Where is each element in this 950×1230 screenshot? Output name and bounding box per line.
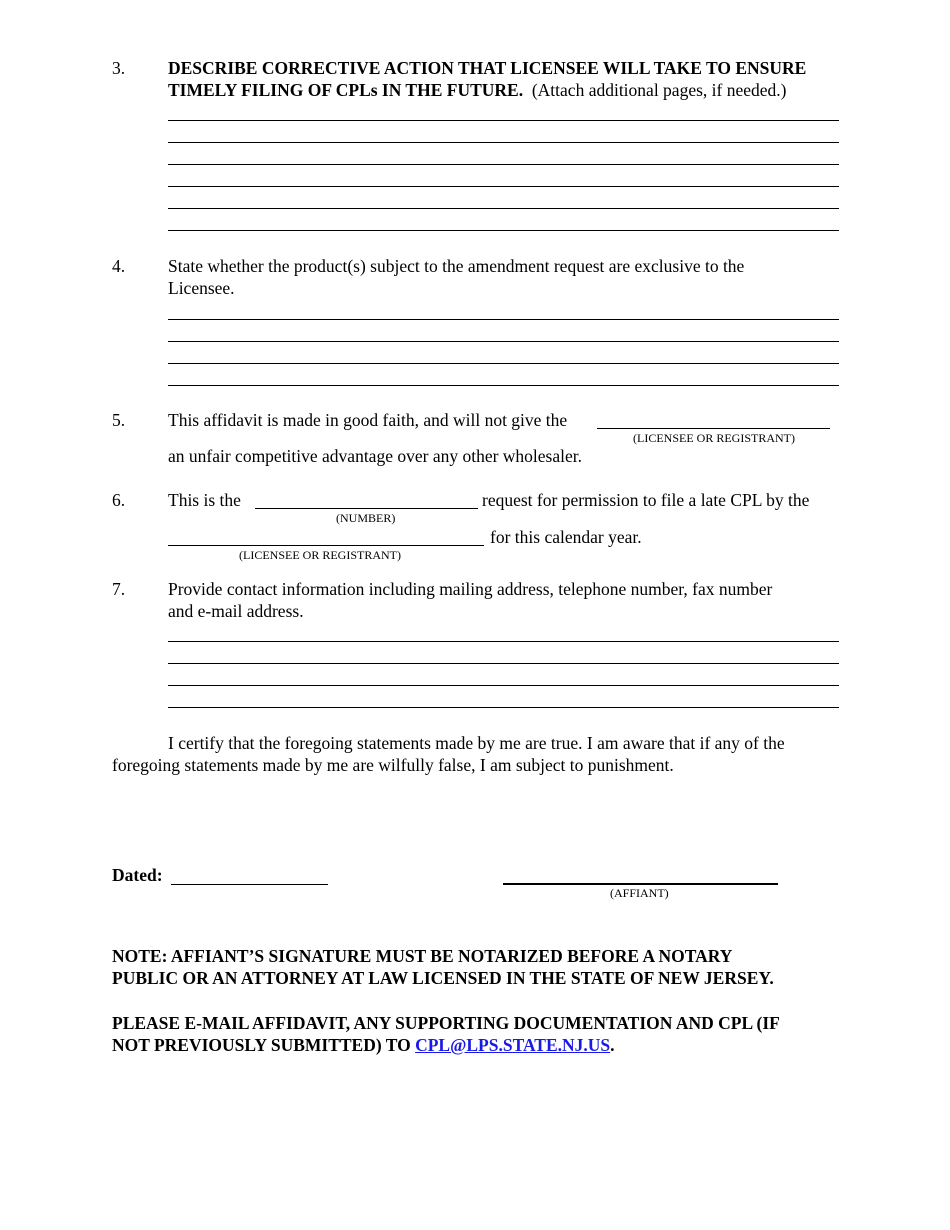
affiant-caption: (AFFIANT)	[610, 886, 669, 900]
item-3-answer-line-5[interactable]	[168, 208, 839, 209]
item-6-prefix: This is the	[168, 490, 241, 510]
item-7-answer-line-4[interactable]	[168, 707, 839, 708]
item-4-text-line2: Licensee.	[168, 278, 235, 298]
item-4-answer-line-3[interactable]	[168, 363, 839, 364]
note-line1: NOTE: AFFIANT’S SIGNATURE MUST BE NOTARIZED BEFORE A NOTARY	[112, 946, 733, 966]
item-3-heading-line1: DESCRIBE CORRECTIVE ACTION THAT LICENSEE WILL TAKE TO ENSURE	[168, 58, 807, 78]
item-3-answer-line-4[interactable]	[168, 186, 839, 187]
email-link[interactable]: CPL@LPS.STATE.NJ.US	[415, 1035, 611, 1055]
note-line2: PUBLIC OR AN ATTORNEY AT LAW LICENSED IN THE STATE OF NEW JERSEY.	[112, 968, 774, 988]
item-6-suffix: request for permission to file a late CPL by the	[482, 490, 810, 510]
item-6-number-caption: (NUMBER)	[336, 511, 396, 525]
item-6-number: 6.	[112, 490, 126, 510]
affiant-signature-line[interactable]	[503, 883, 778, 885]
item-7-answer-line-3[interactable]	[168, 685, 839, 686]
item-7-text-line1: Provide contact information including mailing address, telephone number, fax number	[168, 579, 773, 599]
item-6-licensee-caption: (LICENSEE OR REGISTRANT)	[239, 548, 401, 562]
dated-label: Dated:	[112, 865, 163, 885]
certification-line1: I certify that the foregoing statements made by me are true. I am aware that if any of the	[168, 733, 785, 753]
item-4-answer-line-1[interactable]	[168, 319, 839, 320]
item-3-answer-line-1[interactable]	[168, 120, 839, 121]
item-5-text-line2: an unfair competitive advantage over any other wholesaler.	[168, 446, 583, 466]
dated-blank[interactable]	[171, 884, 328, 885]
item-4-answer-line-4[interactable]	[168, 385, 839, 386]
email-instruction-line2	[112, 1035, 615, 1056]
item-7-text-line2: and e-mail address.	[168, 601, 304, 621]
item-6-number-blank[interactable]	[255, 508, 478, 509]
item-5-licensee-blank[interactable]	[597, 428, 830, 429]
item-5-number: 5.	[112, 410, 126, 430]
item-4-text-line1: State whether the product(s) subject to the amendment request are exclusive to the	[168, 256, 745, 276]
item-3-heading-bold: TIMELY FILING OF CPLs IN THE FUTURE.	[168, 80, 524, 100]
item-5-text-line1: This affidavit is made in good faith, and will not give the	[168, 410, 568, 430]
email-instruction-prefix: NOT PREVIOUSLY SUBMITTED) TO	[112, 1035, 411, 1055]
item-3-number: 3.	[112, 58, 126, 78]
email-instruction-line1: PLEASE E-MAIL AFFIDAVIT, ANY SUPPORTING DOCUMENTATION AND CPL (IF	[112, 1013, 780, 1033]
certification-line2: foregoing statements made by me are wilfully false, I am subject to punishment.	[112, 755, 674, 775]
item-3-answer-line-2[interactable]	[168, 142, 839, 143]
item-7-answer-line-1[interactable]	[168, 641, 839, 642]
item-3-answer-line-3[interactable]	[168, 164, 839, 165]
item-7-number: 7.	[112, 579, 126, 599]
item-6-licensee-blank[interactable]	[168, 545, 484, 546]
item-3-heading-line2	[168, 80, 786, 101]
item-3-answer-line-6[interactable]	[168, 230, 839, 231]
email-instruction-period: .	[610, 1035, 615, 1055]
item-4-number: 4.	[112, 256, 126, 276]
item-4-answer-line-2[interactable]	[168, 341, 839, 342]
item-6-line2-suffix: for this calendar year.	[490, 527, 642, 547]
item-3-heading-note: (Attach additional pages, if needed.)	[531, 80, 787, 100]
item-5-licensee-caption: (LICENSEE OR REGISTRANT)	[633, 431, 795, 445]
item-7-answer-line-2[interactable]	[168, 663, 839, 664]
